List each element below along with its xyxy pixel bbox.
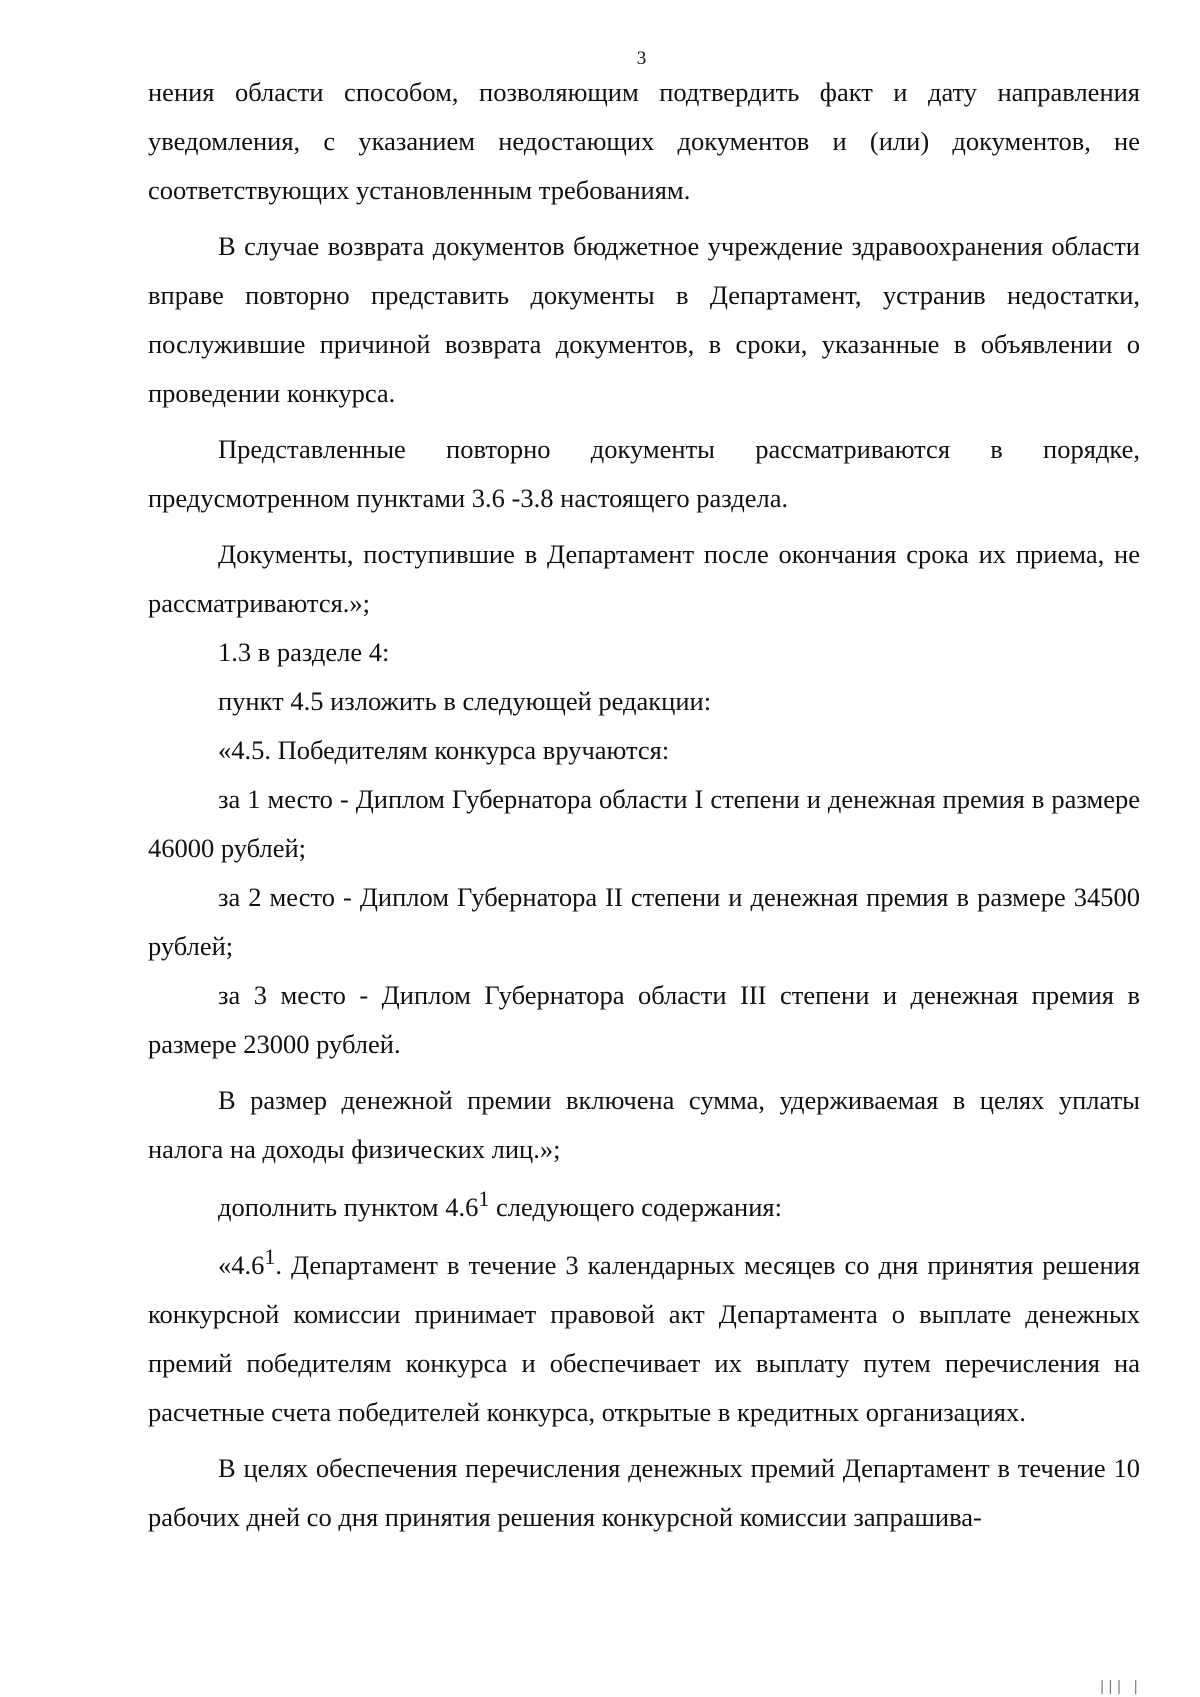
paragraph-clause-4-5: пункт 4.5 изложить в следующей редакции: <box>218 686 712 716</box>
paragraph-tax-note: В размер денежной премии включена сумма, удерживаемая в целях уплаты налога на доходы физических лиц.»; <box>148 1085 1140 1164</box>
paragraph-second-place: за 2 место - Диплом Губернатора II степени и денежная премия в размере 34500 рублей; <box>148 882 1140 961</box>
text-segment: . Департамент в течение 3 календарных месяцев со дня принятия решения конкурсной комиссии принимает правовой акт Департамента о выплате денежных премий победителям конкурса и обеспечивает их выплату путем перечисления на расчетные счета победителей конкурса, открытые в кредитных организациях. <box>148 1249 1140 1427</box>
paragraph-section-4: 1.3 в разделе 4: <box>218 637 390 667</box>
paragraph-winners-awarded: «4.5. Победителям конкурса вручаются: <box>218 735 670 765</box>
page-number: 3 <box>636 48 647 69</box>
paragraph-resubmitted-documents: Представленные повторно документы рассматриваются в порядке, предусмотренном пунктами 3.6 -3.8 настоящего раздела. <box>148 434 1140 513</box>
paragraph-third-place: за 3 место - Диплом Губернатора области III степени и денежная премия в размере 23000 рублей. <box>148 980 1140 1059</box>
superscript: 1 <box>264 1243 276 1269</box>
paragraph-first-place: за 1 место - Диплом Губернатора области I степени и денежная премия в размере 46000 рублей; <box>148 784 1140 863</box>
scan-artifact: ||| | <box>1097 1679 1140 1695</box>
text-segment: следующего содержания: <box>489 1191 782 1222</box>
paragraph-add-clause-4-6-1 <box>148 1174 1140 1232</box>
paragraph-continuation: нения области способом, позволяющим подтвердить факт и дату направления уведомления, с указанием недостающих документов и (или) документов, не соответствующих установленным требованиям. <box>148 77 1140 205</box>
document-body <box>148 68 1140 1542</box>
text-segment: дополнить пунктом 4.6 <box>218 1191 479 1222</box>
superscript: 1 <box>478 1186 490 1211</box>
paragraph-clause-4-6-1 <box>148 1232 1140 1437</box>
paragraph-return-of-documents: В случае возврата документов бюджетное учреждение здравоохранения области вправе повторно представить документы в Департамент, устранив недостатки, послужившие причиной возврата документов, в сроки, указанные в объявлении о проведении конкурса. <box>148 231 1140 408</box>
text-segment: «4.6 <box>218 1249 265 1280</box>
paragraph-late-documents: Документы, поступившие в Департамент после окончания срока их приема, не рассматриваются.»; <box>148 539 1140 618</box>
paragraph-payment-procedure: В целях обеспечения перечисления денежных премий Департамент в течение 10 рабочих дней со дня принятия решения конкурсной комиссии запрашива- <box>148 1452 1140 1532</box>
